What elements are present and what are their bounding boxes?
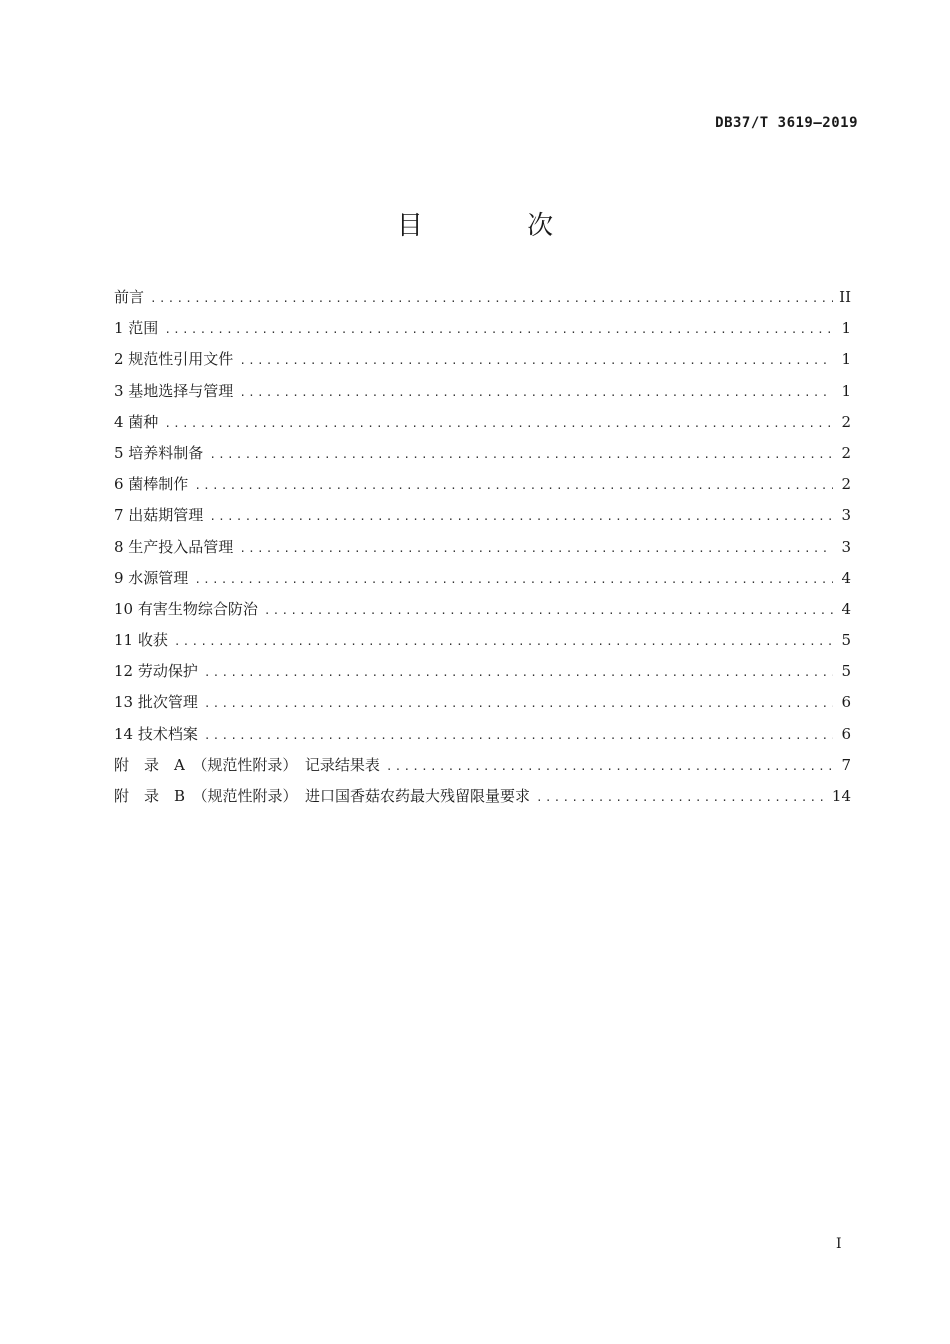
toc-leader-dots xyxy=(164,323,833,336)
toc-entry-label: 2 规范性引用文件 xyxy=(114,350,234,369)
toc-entry-label: 14 技术档案 xyxy=(114,724,198,743)
toc-leader-dots xyxy=(209,510,833,523)
toc-leader-dots xyxy=(239,354,833,367)
toc-entry[interactable] xyxy=(114,348,851,379)
toc-entry[interactable] xyxy=(114,536,851,567)
toc-leader-dots xyxy=(150,292,833,305)
toc-entry-page: 3 xyxy=(841,506,851,525)
toc-entry-appendix-b[interactable] xyxy=(114,785,851,816)
toc-entry-page: 4 xyxy=(841,599,851,618)
toc-list xyxy=(114,286,851,816)
toc-entry[interactable] xyxy=(114,286,851,317)
toc-entry-page: 6 xyxy=(841,724,851,743)
toc-entry[interactable] xyxy=(114,473,851,504)
toc-entry-page: 1 xyxy=(841,350,851,369)
toc-entry-label: 6 菌棒制作 xyxy=(114,475,189,494)
toc-leader-dots xyxy=(194,479,833,492)
toc-entry-label: 附 录 A （规范性附录） 记录结果表 xyxy=(114,755,380,774)
toc-entry-label: 9 水源管理 xyxy=(114,568,189,587)
toc-entry-label: 13 批次管理 xyxy=(114,693,198,712)
toc-entry-label: 11 收获 xyxy=(114,631,168,650)
toc-entry-page: 7 xyxy=(841,755,851,774)
toc-entry-page: 3 xyxy=(841,537,851,556)
toc-entry-page: II xyxy=(839,288,851,306)
toc-leader-dots xyxy=(194,573,833,586)
toc-entry[interactable] xyxy=(114,380,851,411)
toc-leader-dots xyxy=(239,386,833,399)
toc-entry-page: 1 xyxy=(841,319,851,338)
toc-leader-dots xyxy=(264,604,833,617)
toc-entry-page: 2 xyxy=(841,412,851,431)
toc-entry-label: 3 基地选择与管理 xyxy=(114,381,234,400)
document-code: DB37/T 3619—2019 xyxy=(715,115,858,131)
toc-entry-label: 12 劳动保护 xyxy=(114,662,198,681)
toc-entry-label: 8 生产投入品管理 xyxy=(114,537,234,556)
toc-entry[interactable] xyxy=(114,504,851,535)
toc-entry-label: 10 有害生物综合防治 xyxy=(114,599,258,618)
toc-leader-dots xyxy=(239,542,833,555)
toc-entry[interactable] xyxy=(114,411,851,442)
toc-entry-label: 7 出菇期管理 xyxy=(114,506,204,525)
page-number: I xyxy=(836,1236,842,1252)
toc-entry[interactable] xyxy=(114,442,851,473)
toc-leader-dots xyxy=(536,791,826,804)
toc-entry-page: 1 xyxy=(841,381,851,400)
toc-entry-page: 4 xyxy=(841,568,851,587)
toc-entry[interactable] xyxy=(114,567,851,598)
toc-leader-dots xyxy=(204,729,833,742)
toc-entry[interactable] xyxy=(114,691,851,722)
toc-leader-dots xyxy=(386,760,833,773)
toc-entry[interactable] xyxy=(114,317,851,348)
toc-entry-page: 2 xyxy=(841,475,851,494)
toc-leader-dots xyxy=(164,417,833,430)
toc-entry-label: 5 培养料制备 xyxy=(114,443,204,462)
toc-entry[interactable] xyxy=(114,660,851,691)
toc-entry-page: 6 xyxy=(841,693,851,712)
toc-entry-page: 5 xyxy=(841,631,851,650)
toc-entry[interactable] xyxy=(114,629,851,660)
toc-entry-label: 前言 xyxy=(114,288,145,306)
toc-entry-page: 14 xyxy=(831,787,851,805)
toc-leader-dots xyxy=(174,635,833,648)
toc-entry-page: 5 xyxy=(841,662,851,681)
toc-leader-dots xyxy=(204,697,833,710)
toc-entry-label: 4 菌种 xyxy=(114,412,159,431)
toc-title: 目 次 xyxy=(396,211,602,241)
toc-entry-page: 2 xyxy=(841,443,851,462)
toc-leader-dots xyxy=(209,448,833,461)
toc-leader-dots xyxy=(204,666,833,679)
toc-entry-appendix-a[interactable] xyxy=(114,754,851,785)
toc-entry-label: 1 范围 xyxy=(114,319,159,338)
toc-entry[interactable] xyxy=(114,598,851,629)
toc-entry-label: 附 录 B （规范性附录） 进口国香菇农药最大残留限量要求 xyxy=(114,787,531,805)
toc-entry[interactable] xyxy=(114,723,851,754)
